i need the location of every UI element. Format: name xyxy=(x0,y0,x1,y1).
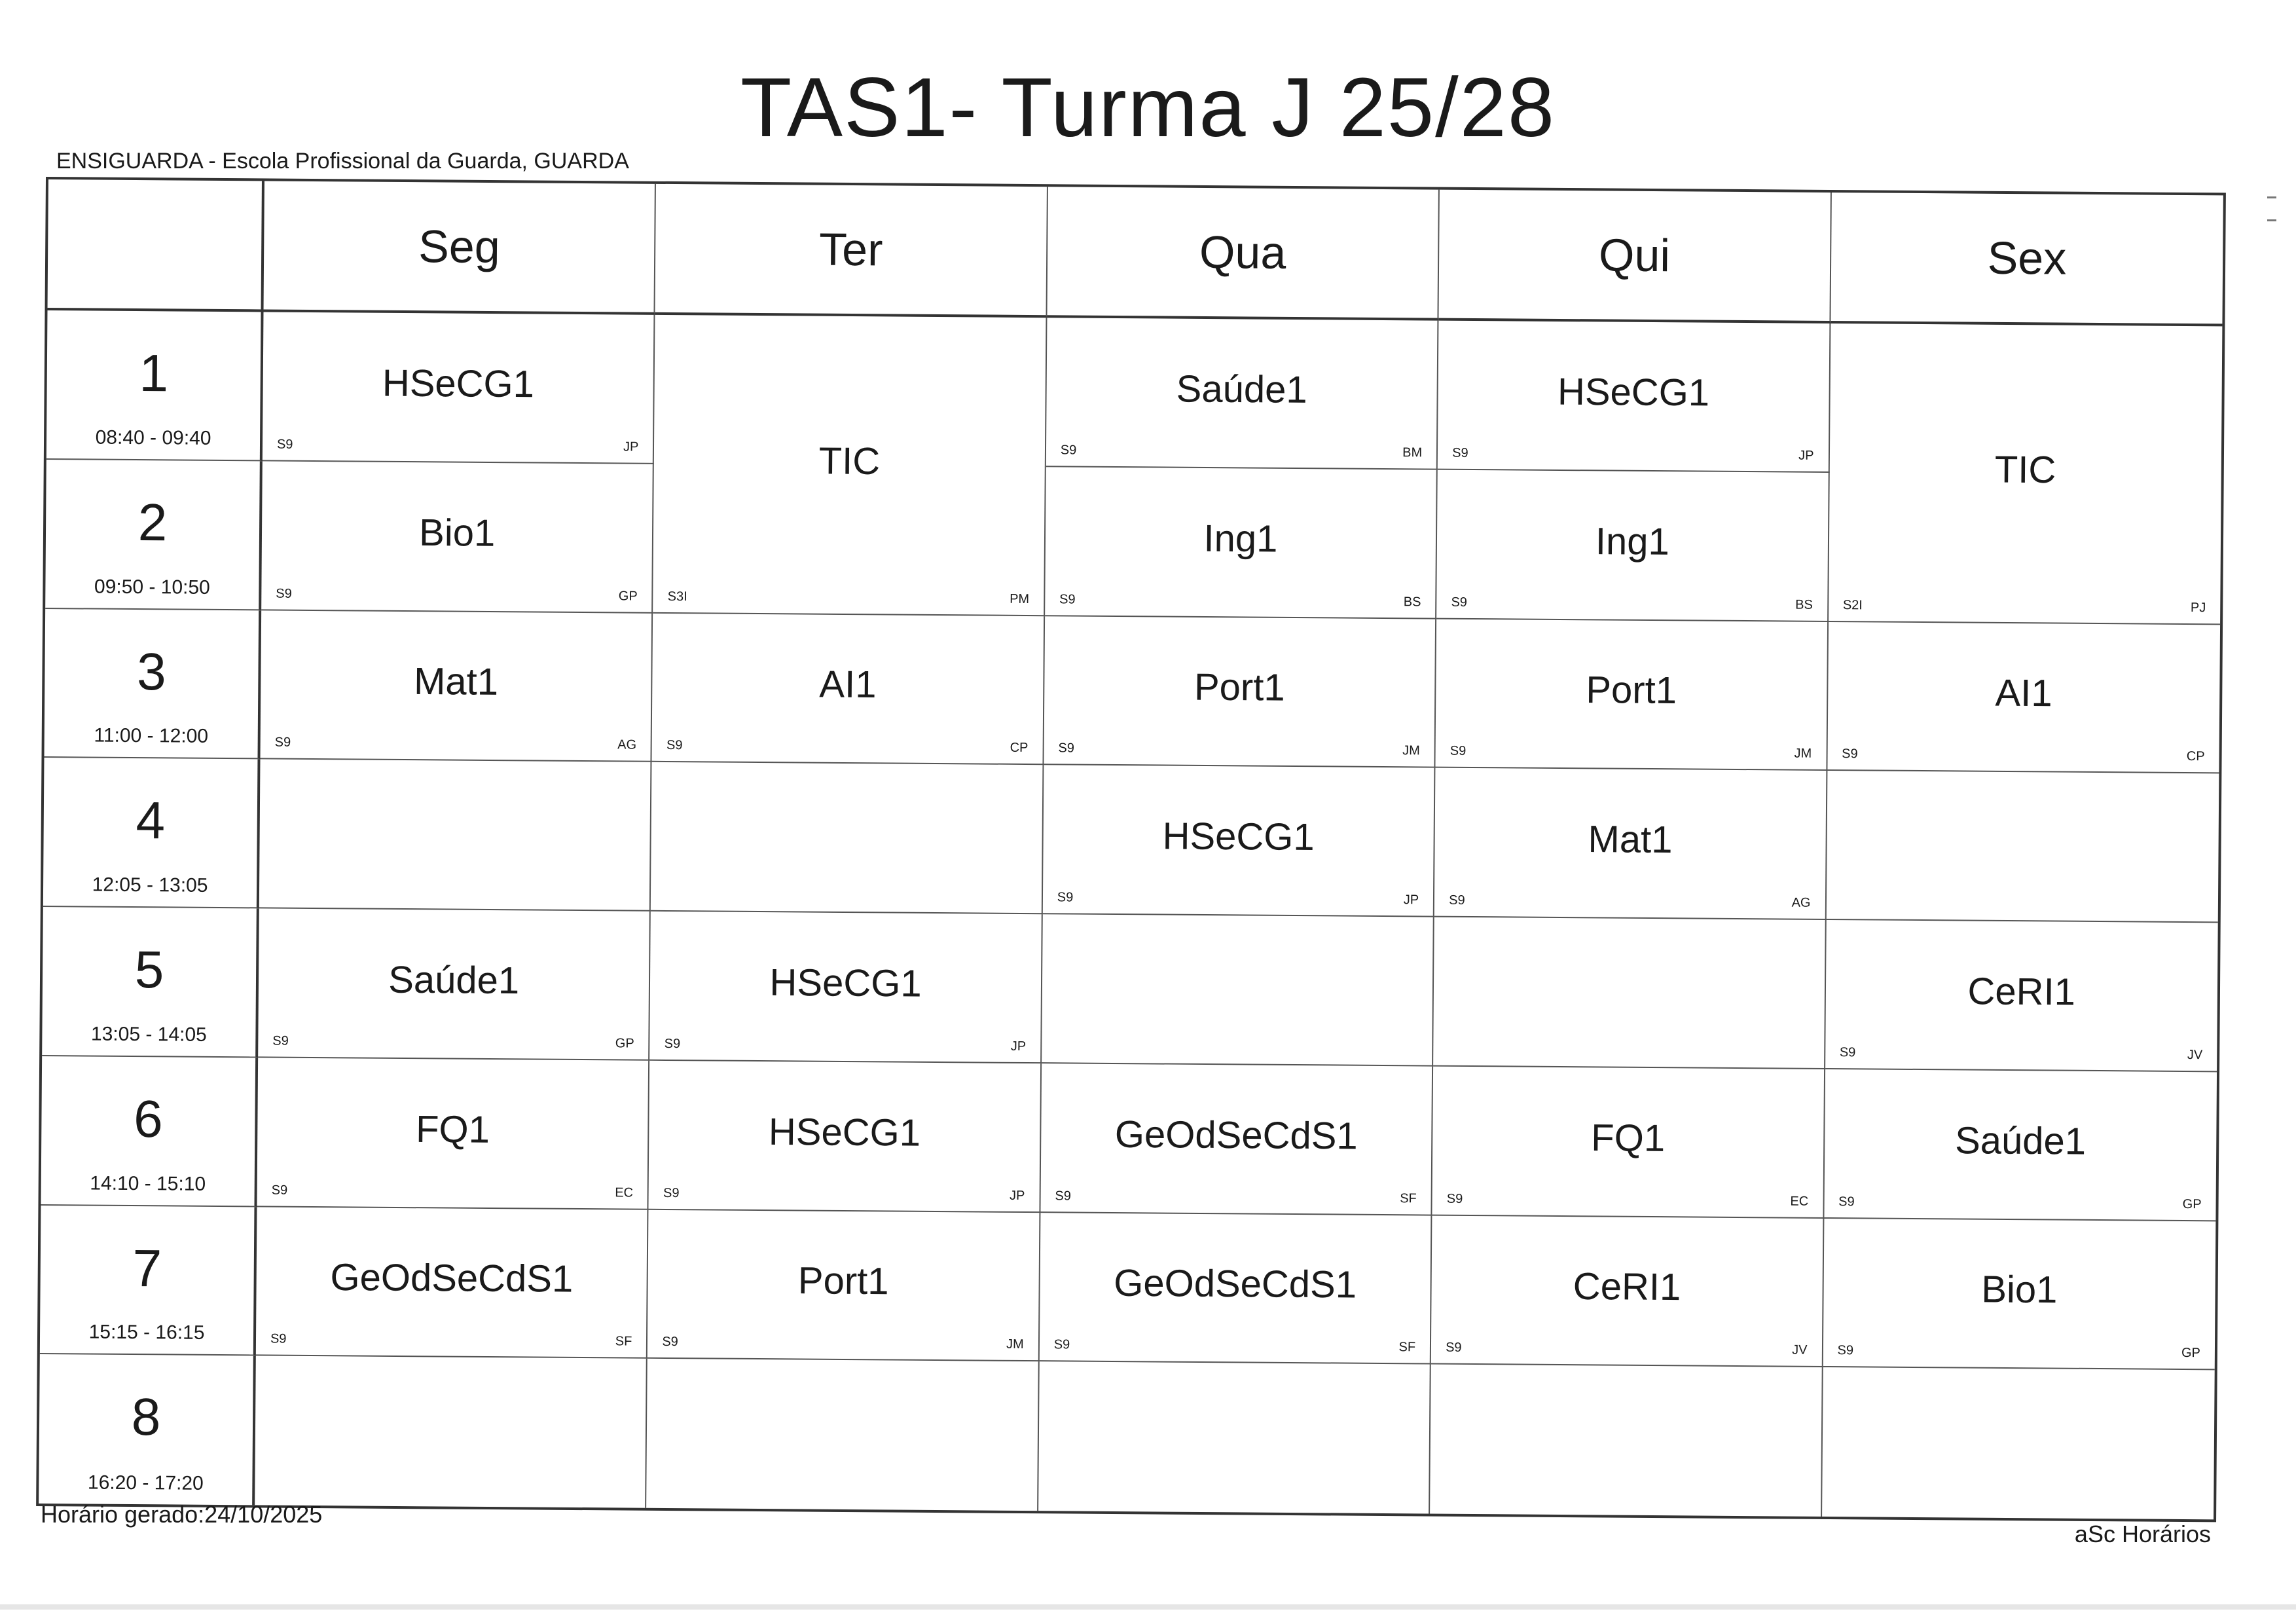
lesson-room: S9 xyxy=(1449,743,1467,759)
period-cell xyxy=(45,460,263,610)
lesson-room: S9 xyxy=(271,1183,288,1198)
school-name: ENSIGUARDA - Escola Profissional da Guarda, GUARDA xyxy=(56,149,629,174)
lesson-cell xyxy=(263,312,655,464)
lesson-cell xyxy=(1436,470,1829,621)
lesson-teacher: GP xyxy=(2182,1196,2202,1211)
lesson-teacher: EC xyxy=(1790,1194,1809,1209)
lesson-room: S3I xyxy=(667,589,687,604)
lesson-room: S9 xyxy=(664,1036,681,1051)
empty-slot xyxy=(255,1356,647,1508)
period-cell xyxy=(41,1056,258,1207)
lesson-cell xyxy=(1040,1213,1432,1365)
lesson-cell xyxy=(1824,1069,2217,1221)
period-number: 6 xyxy=(133,1089,164,1149)
period-cell xyxy=(43,758,261,908)
scan-mark xyxy=(2267,196,2276,198)
lesson-subject: Bio1 xyxy=(418,511,496,555)
lesson-room: S2I xyxy=(1842,597,1863,612)
lesson-subject: GeOdSeCdS1 xyxy=(330,1256,574,1301)
lesson-room: S9 xyxy=(1053,1337,1070,1352)
lesson-teacher: GP xyxy=(615,1036,634,1051)
period-number: 1 xyxy=(139,344,169,403)
empty-slot xyxy=(1826,771,2219,923)
lesson-cell xyxy=(1434,768,1827,920)
lesson-cell xyxy=(256,1207,649,1359)
generated-date: Horário gerado:24/10/2025 xyxy=(41,1501,323,1528)
lesson-teacher: JV xyxy=(2187,1047,2203,1062)
lesson-teacher: SF xyxy=(1398,1340,1416,1355)
lesson-cell xyxy=(1431,1215,1824,1367)
lesson-subject: HSeCG1 xyxy=(382,361,535,406)
lesson-subject: Saúde1 xyxy=(388,958,520,1002)
day-header: Qui xyxy=(1439,190,1832,323)
lesson-teacher: PJ xyxy=(2190,600,2206,615)
lesson-cell xyxy=(1432,1066,1825,1218)
empty-slot xyxy=(1433,917,1826,1069)
period-cell xyxy=(39,1354,256,1505)
lesson-subject: AI1 xyxy=(1995,671,2052,715)
period-number: 3 xyxy=(136,642,167,701)
lesson-room: S9 xyxy=(663,1185,680,1200)
lesson-subject: FQ1 xyxy=(1591,1116,1666,1160)
day-header: Sex xyxy=(1831,193,2223,326)
lesson-subject: HSeCG1 xyxy=(1557,370,1710,415)
scan-mark xyxy=(2267,219,2276,221)
period-time: 14:10 - 15:10 xyxy=(90,1172,206,1195)
lesson-subject: Port1 xyxy=(797,1259,889,1303)
lesson-cell xyxy=(1829,323,2223,625)
lesson-subject: FQ1 xyxy=(415,1107,490,1151)
lesson-subject: Saúde1 xyxy=(1954,1118,2086,1163)
empty-slot xyxy=(1038,1361,1431,1513)
period-number: 4 xyxy=(136,791,166,850)
lesson-cell xyxy=(1438,321,1831,473)
period-time: 16:20 - 17:20 xyxy=(87,1471,204,1494)
empty-slot xyxy=(1822,1367,2215,1519)
lesson-cell xyxy=(1040,1063,1433,1215)
lesson-teacher: BS xyxy=(1403,594,1421,609)
lesson-cell xyxy=(647,1209,1040,1361)
lesson-room: S9 xyxy=(1838,1194,1855,1209)
lesson-subject: Mat1 xyxy=(413,660,499,704)
lesson-teacher: BS xyxy=(1795,597,1813,612)
lesson-subject: CeRI1 xyxy=(1573,1265,1681,1309)
empty-slot xyxy=(651,762,1044,914)
lesson-subject: TIC xyxy=(818,439,881,483)
lesson-teacher: JP xyxy=(1403,893,1419,908)
lesson-subject: HSeCG1 xyxy=(768,1110,921,1154)
lesson-teacher: JP xyxy=(1010,1039,1027,1054)
period-cell xyxy=(46,310,264,461)
timetable-sheet xyxy=(36,177,2226,1522)
lesson-cell xyxy=(257,1058,649,1209)
timetable-grid xyxy=(39,179,2223,1519)
lesson-room: S9 xyxy=(1451,595,1468,610)
lesson-room: S9 xyxy=(1060,443,1077,458)
corner-cell xyxy=(48,179,264,312)
lesson-room: S9 xyxy=(1839,1044,1856,1060)
period-number: 2 xyxy=(137,492,168,552)
lesson-cell xyxy=(1823,1218,2215,1370)
lesson-room: S9 xyxy=(272,1033,289,1048)
lesson-room: S9 xyxy=(1446,1191,1463,1206)
lesson-room: S9 xyxy=(1446,1340,1462,1356)
period-time: 09:50 - 10:50 xyxy=(94,576,210,599)
lesson-cell xyxy=(652,613,1045,765)
lesson-teacher: JP xyxy=(1010,1188,1025,1203)
generator-brand: aSc Horários xyxy=(2074,1521,2211,1547)
lesson-room: S9 xyxy=(1837,1343,1854,1358)
lesson-teacher: JM xyxy=(1794,746,1812,762)
lesson-teacher: AG xyxy=(617,737,637,752)
period-cell xyxy=(40,1205,257,1356)
lesson-subject: TIC xyxy=(1994,448,2056,491)
lesson-teacher: SF xyxy=(615,1334,632,1349)
lesson-subject: Ing1 xyxy=(1595,519,1670,563)
lesson-cell xyxy=(1043,765,1436,917)
lesson-cell xyxy=(653,315,1048,616)
lesson-subject: Mat1 xyxy=(1588,818,1673,862)
lesson-cell xyxy=(649,1061,1042,1213)
period-time: 13:05 - 14:05 xyxy=(90,1023,207,1046)
lesson-room: S9 xyxy=(276,437,293,452)
lesson-cell xyxy=(261,461,654,613)
empty-slot xyxy=(259,760,652,912)
lesson-teacher: JV xyxy=(1792,1342,1808,1358)
lesson-teacher: PM xyxy=(1010,591,1030,606)
lesson-teacher: AG xyxy=(1791,895,1811,910)
lesson-subject: Saúde1 xyxy=(1176,367,1307,411)
lesson-room: S9 xyxy=(274,735,291,750)
lesson-room: S9 xyxy=(1057,890,1074,905)
empty-slot xyxy=(647,1359,1040,1511)
lesson-cell xyxy=(1827,621,2220,773)
lesson-subject: CeRI1 xyxy=(1967,970,2076,1014)
lesson-subject: GeOdSeCdS1 xyxy=(1114,1113,1358,1158)
lesson-subject: HSeCG1 xyxy=(769,961,922,1005)
period-time: 08:40 - 09:40 xyxy=(95,426,211,449)
lesson-room: S9 xyxy=(1452,445,1468,460)
lesson-subject: Port1 xyxy=(1194,665,1285,709)
lesson-cell xyxy=(650,912,1043,1063)
period-number: 7 xyxy=(132,1238,162,1297)
empty-slot xyxy=(1430,1365,1823,1517)
lesson-teacher: SF xyxy=(1400,1190,1417,1206)
empty-slot xyxy=(1042,914,1434,1066)
lesson-cell xyxy=(1045,467,1438,619)
lesson-subject: AI1 xyxy=(819,663,877,707)
lesson-subject: Ing1 xyxy=(1203,517,1278,561)
lesson-room: S9 xyxy=(1842,747,1858,762)
period-time: 11:00 - 12:00 xyxy=(94,724,209,748)
lesson-subject: Bio1 xyxy=(1981,1268,2058,1312)
day-header: Ter xyxy=(655,184,1048,318)
lesson-cell xyxy=(260,610,653,762)
lesson-room: S9 xyxy=(662,1335,678,1350)
lesson-subject: Port1 xyxy=(1586,669,1677,712)
lesson-cell xyxy=(1044,616,1436,768)
lesson-teacher: GP xyxy=(618,588,638,604)
lesson-teacher: JP xyxy=(623,439,639,454)
period-time: 15:15 - 16:15 xyxy=(88,1321,205,1344)
lesson-subject: GeOdSeCdS1 xyxy=(1114,1262,1357,1306)
period-number: 5 xyxy=(134,940,164,999)
lesson-room: S9 xyxy=(276,586,292,601)
day-header: Seg xyxy=(263,181,656,314)
lesson-teacher: EC xyxy=(615,1185,634,1200)
lesson-room: S9 xyxy=(1058,741,1074,756)
lesson-cell xyxy=(1825,920,2218,1072)
period-cell xyxy=(44,609,261,760)
scan-edge xyxy=(0,1604,2296,1610)
period-time: 12:05 - 13:05 xyxy=(92,874,208,896)
lesson-teacher: BM xyxy=(1402,445,1423,460)
lesson-teacher: JM xyxy=(1006,1337,1024,1352)
lesson-teacher: CP xyxy=(1010,741,1029,756)
lesson-teacher: GP xyxy=(2181,1346,2201,1361)
lesson-room: S9 xyxy=(270,1331,287,1346)
lesson-cell xyxy=(1436,619,1829,771)
timetable-title: TAS1- Turma J 25/28 xyxy=(740,61,1556,155)
lesson-cell xyxy=(1046,318,1439,470)
period-cell xyxy=(42,907,259,1058)
lesson-room: S9 xyxy=(1059,591,1076,607)
period-number: 8 xyxy=(131,1388,161,1447)
lesson-teacher: JM xyxy=(1402,743,1420,758)
lesson-cell xyxy=(258,908,651,1060)
lesson-room: S9 xyxy=(666,738,683,753)
lesson-room: S9 xyxy=(1449,893,1465,908)
lesson-teacher: JP xyxy=(1798,448,1814,463)
day-header: Qua xyxy=(1047,187,1440,320)
lesson-room: S9 xyxy=(1055,1188,1071,1204)
lesson-subject: HSeCG1 xyxy=(1162,815,1315,859)
lesson-teacher: CP xyxy=(2186,749,2205,764)
